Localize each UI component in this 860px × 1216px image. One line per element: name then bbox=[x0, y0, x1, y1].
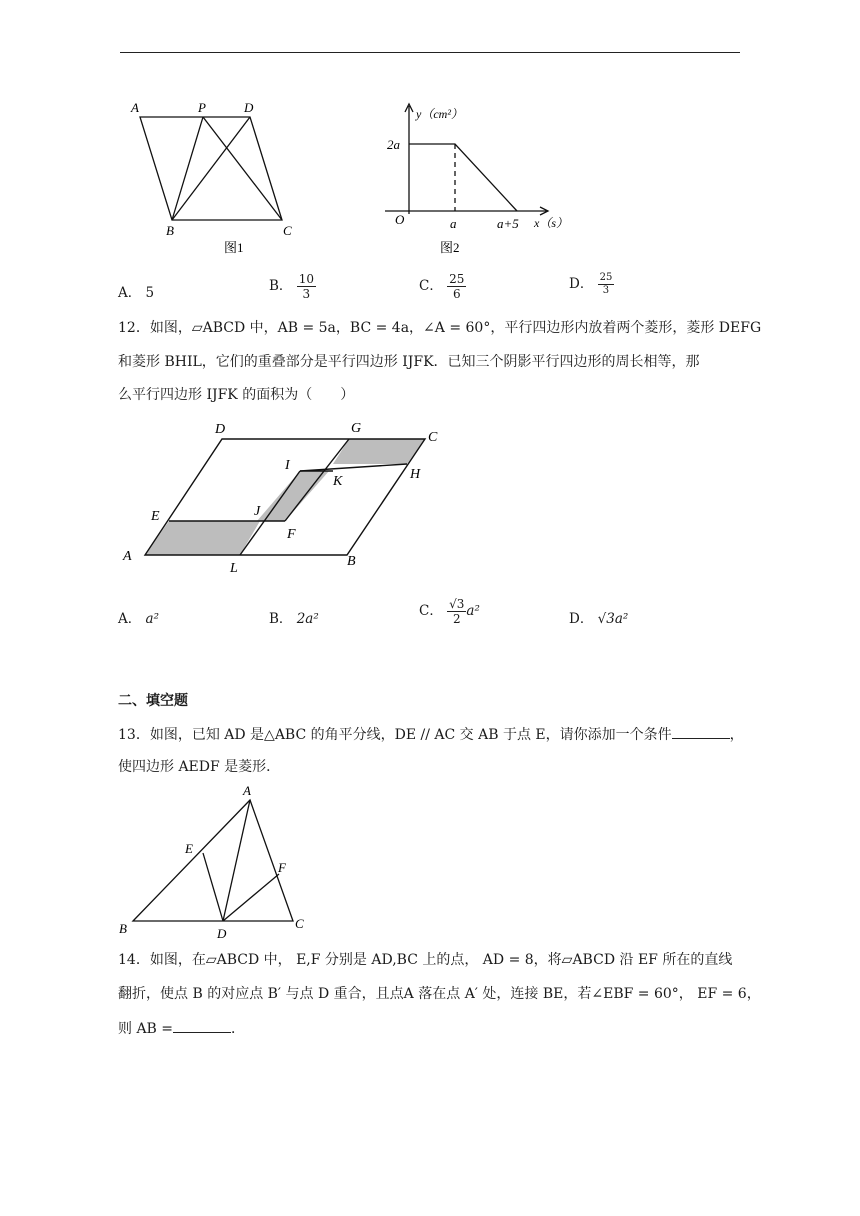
q13-label-D: D bbox=[217, 926, 227, 940]
fig2-origin: O bbox=[395, 212, 405, 227]
fig2-x-axis-label: x（s） bbox=[534, 216, 568, 230]
q14-line-1: 14．如图，在▱ABCD 中， E,F 分别是 AD,BC 上的点， AD = 8，将▱ABCD 沿 EF 所在的直线 bbox=[118, 952, 733, 968]
q14-line-2: 翻折，使点 B 的对应点 B′ 与点 D 重合，且点A 落在点 A′ 处，连接 BE，若∠EBF = 60°， EF = 6， bbox=[118, 986, 761, 1002]
q12-label-I: I bbox=[285, 458, 290, 473]
q13-label-A: A bbox=[243, 783, 251, 798]
q12-label-H: H bbox=[410, 467, 421, 482]
q12-label-A: A bbox=[123, 549, 132, 564]
shade-aelj bbox=[145, 521, 260, 555]
q11-option-d: D． $\frac{25}{3}$ bbox=[569, 272, 613, 296]
q14-answer-blank bbox=[173, 1018, 231, 1033]
fig1-label-B: B bbox=[166, 223, 174, 238]
q12-line-3: 么平行四边形 IJFK 的面积为（ ） bbox=[118, 387, 355, 403]
q12-option-a: A． a² bbox=[118, 611, 160, 627]
q13-label-C: C bbox=[295, 916, 304, 931]
q13-line-2: 使四边形 AEDF 是菱形． bbox=[118, 759, 281, 775]
q11-option-b: B． $\frac{10}{3}$ bbox=[269, 272, 314, 301]
q12-label-J: J bbox=[254, 504, 261, 519]
figure-2 bbox=[380, 96, 580, 262]
q14-line-3: 则 AB = ． bbox=[118, 1018, 245, 1039]
q11-option-c: C． $\frac{25}{6}$ bbox=[419, 272, 465, 301]
q11-option-a: A． 5 bbox=[118, 285, 155, 301]
q12-label-L: L bbox=[230, 561, 238, 576]
fig2-y-axis-label: y（cm²） bbox=[416, 107, 463, 121]
q13-label-B: B bbox=[119, 921, 127, 936]
fig2-caption: 图2 bbox=[440, 240, 460, 255]
q12-label-E: E bbox=[151, 509, 160, 524]
q12-label-D: D bbox=[215, 422, 226, 437]
fig1-label-P: P bbox=[198, 100, 206, 115]
fig2-x-tick-a5: a+5 bbox=[497, 216, 519, 231]
q13-label-F: F bbox=[278, 860, 286, 875]
q12-option-c-fraction: $\frac{√3}{2}$ bbox=[449, 597, 465, 626]
q13-line-1: 13．如图，已知 AD 是△ABC 的角平分线，DE // AC 交 AB 于点 E，请你添加一个条件 ， bbox=[118, 724, 744, 745]
q12-label-C: C bbox=[428, 430, 438, 445]
q11-option-c-fraction: $\frac{25}{6}$ bbox=[449, 272, 465, 301]
q12-label-F: F bbox=[287, 527, 296, 542]
q13-label-E: E bbox=[185, 841, 193, 856]
q11-option-b-fraction: $\frac{10}{3}$ bbox=[298, 272, 314, 301]
header-rule bbox=[120, 52, 740, 53]
fig1-label-D: D bbox=[244, 100, 254, 115]
q12-line-2: 和菱形 BHIL，它们的重叠部分是平行四边形 IJFK．已知三个阴影平行四边形的周长相等，那 bbox=[118, 354, 700, 370]
fig1-label-C: C bbox=[283, 223, 292, 238]
q12-line-1: 12．如图，▱ABCD 中，AB = 5a，BC = 4a，∠A = 60°，平行四边形内放着两个菱形，菱形 DEFG bbox=[118, 320, 762, 336]
q13-figure bbox=[115, 780, 315, 940]
q11-option-d-fraction: $\frac{25}{3}$ bbox=[599, 272, 613, 296]
fig1-caption: 图1 bbox=[224, 240, 244, 255]
figure-1 bbox=[120, 92, 320, 262]
fig2-y-tick: 2a bbox=[387, 137, 400, 152]
q12-label-K: K bbox=[333, 474, 343, 489]
q12-figure bbox=[115, 412, 455, 582]
q12-option-d: D． √3a² bbox=[569, 611, 629, 627]
q12-option-c: C． $\frac{√3}{2}$ a² bbox=[419, 597, 480, 626]
q12-option-b: B． 2a² bbox=[269, 611, 319, 627]
fig2-x-tick-a: a bbox=[450, 216, 457, 231]
fig1-label-A: A bbox=[131, 100, 139, 115]
section-title: 二、填空题 bbox=[118, 693, 188, 709]
q12-label-G: G bbox=[351, 421, 362, 436]
q12-label-B: B bbox=[347, 554, 356, 569]
q13-answer-blank bbox=[672, 724, 730, 739]
